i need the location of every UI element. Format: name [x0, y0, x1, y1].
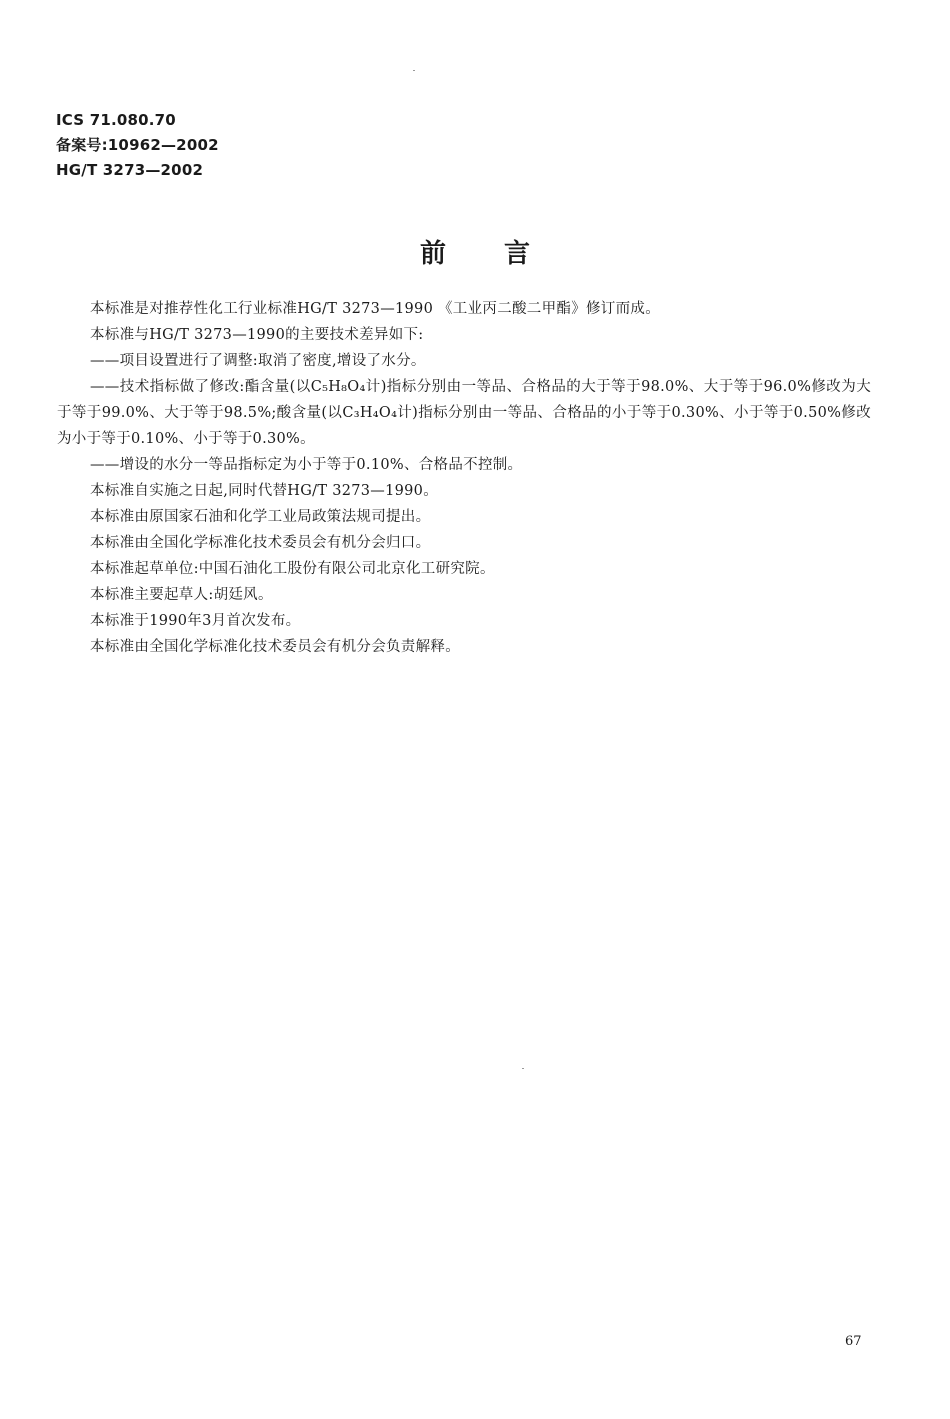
page-title: 前言 — [419, 239, 588, 269]
standard-number: HG/T 3273—2002 — [56, 161, 204, 179]
scan-speck — [522, 1068, 524, 1069]
paragraph-differences-intro: 本标准与HG/T 3273—1990的主要技术差异如下: — [90, 327, 424, 343]
paragraph-moisture: ——增设的水分一等品指标定为小于等于0.10%、合格品不控制。 — [90, 457, 523, 473]
paragraph-item-settings: ——项目设置进行了调整:取消了密度,增设了水分。 — [90, 353, 426, 369]
record-number: 备案号:10962—2002 — [56, 136, 219, 154]
paragraph-interpretation: 本标准由全国化学标准化技术委员会有机分会负责解释。 — [90, 639, 460, 655]
paragraph-revision-basis: 本标准是对推荐性化工行业标准HG/T 3273—1990 《工业丙二酸二甲酯》修订而成。 — [90, 301, 661, 317]
scan-speck — [413, 70, 415, 71]
paragraph-drafting-unit: 本标准起草单位:中国石油化工股份有限公司北京化工研究院。 — [90, 561, 495, 577]
paragraph-centralized-by: 本标准由全国化学标准化技术委员会有机分会归口。 — [90, 535, 431, 551]
ics-code: ICS 71.080.70 — [56, 111, 176, 129]
paragraph-drafters: 本标准主要起草人:胡廷风。 — [90, 587, 273, 603]
document-header — [56, 108, 219, 183]
paragraph-first-issued: 本标准于1990年3月首次发布。 — [90, 613, 301, 629]
paragraph-technical-indicators: ——技术指标做了修改:酯含量(以C₅H₈O₄计)指标分别由一等品、合格品的大于等于98.0%、大于等于96.0%修改为大于等于99.0%、大于等于98.5%;酸含量(以C₃H₄O₄计)指标分别由一等品、合格品的小于等于0.30%、小于等于0.50%修改为小于等于0.10%、小于等于0.30%。 — [57, 379, 871, 447]
paragraph-replaces: 本标准自实施之日起,同时代替HG/T 3273—1990。 — [90, 483, 439, 499]
foreword-body — [57, 296, 871, 660]
paragraph-proposed-by: 本标准由原国家石油和化学工业局政策法规司提出。 — [90, 509, 431, 525]
page-number: 67 — [845, 1334, 862, 1349]
